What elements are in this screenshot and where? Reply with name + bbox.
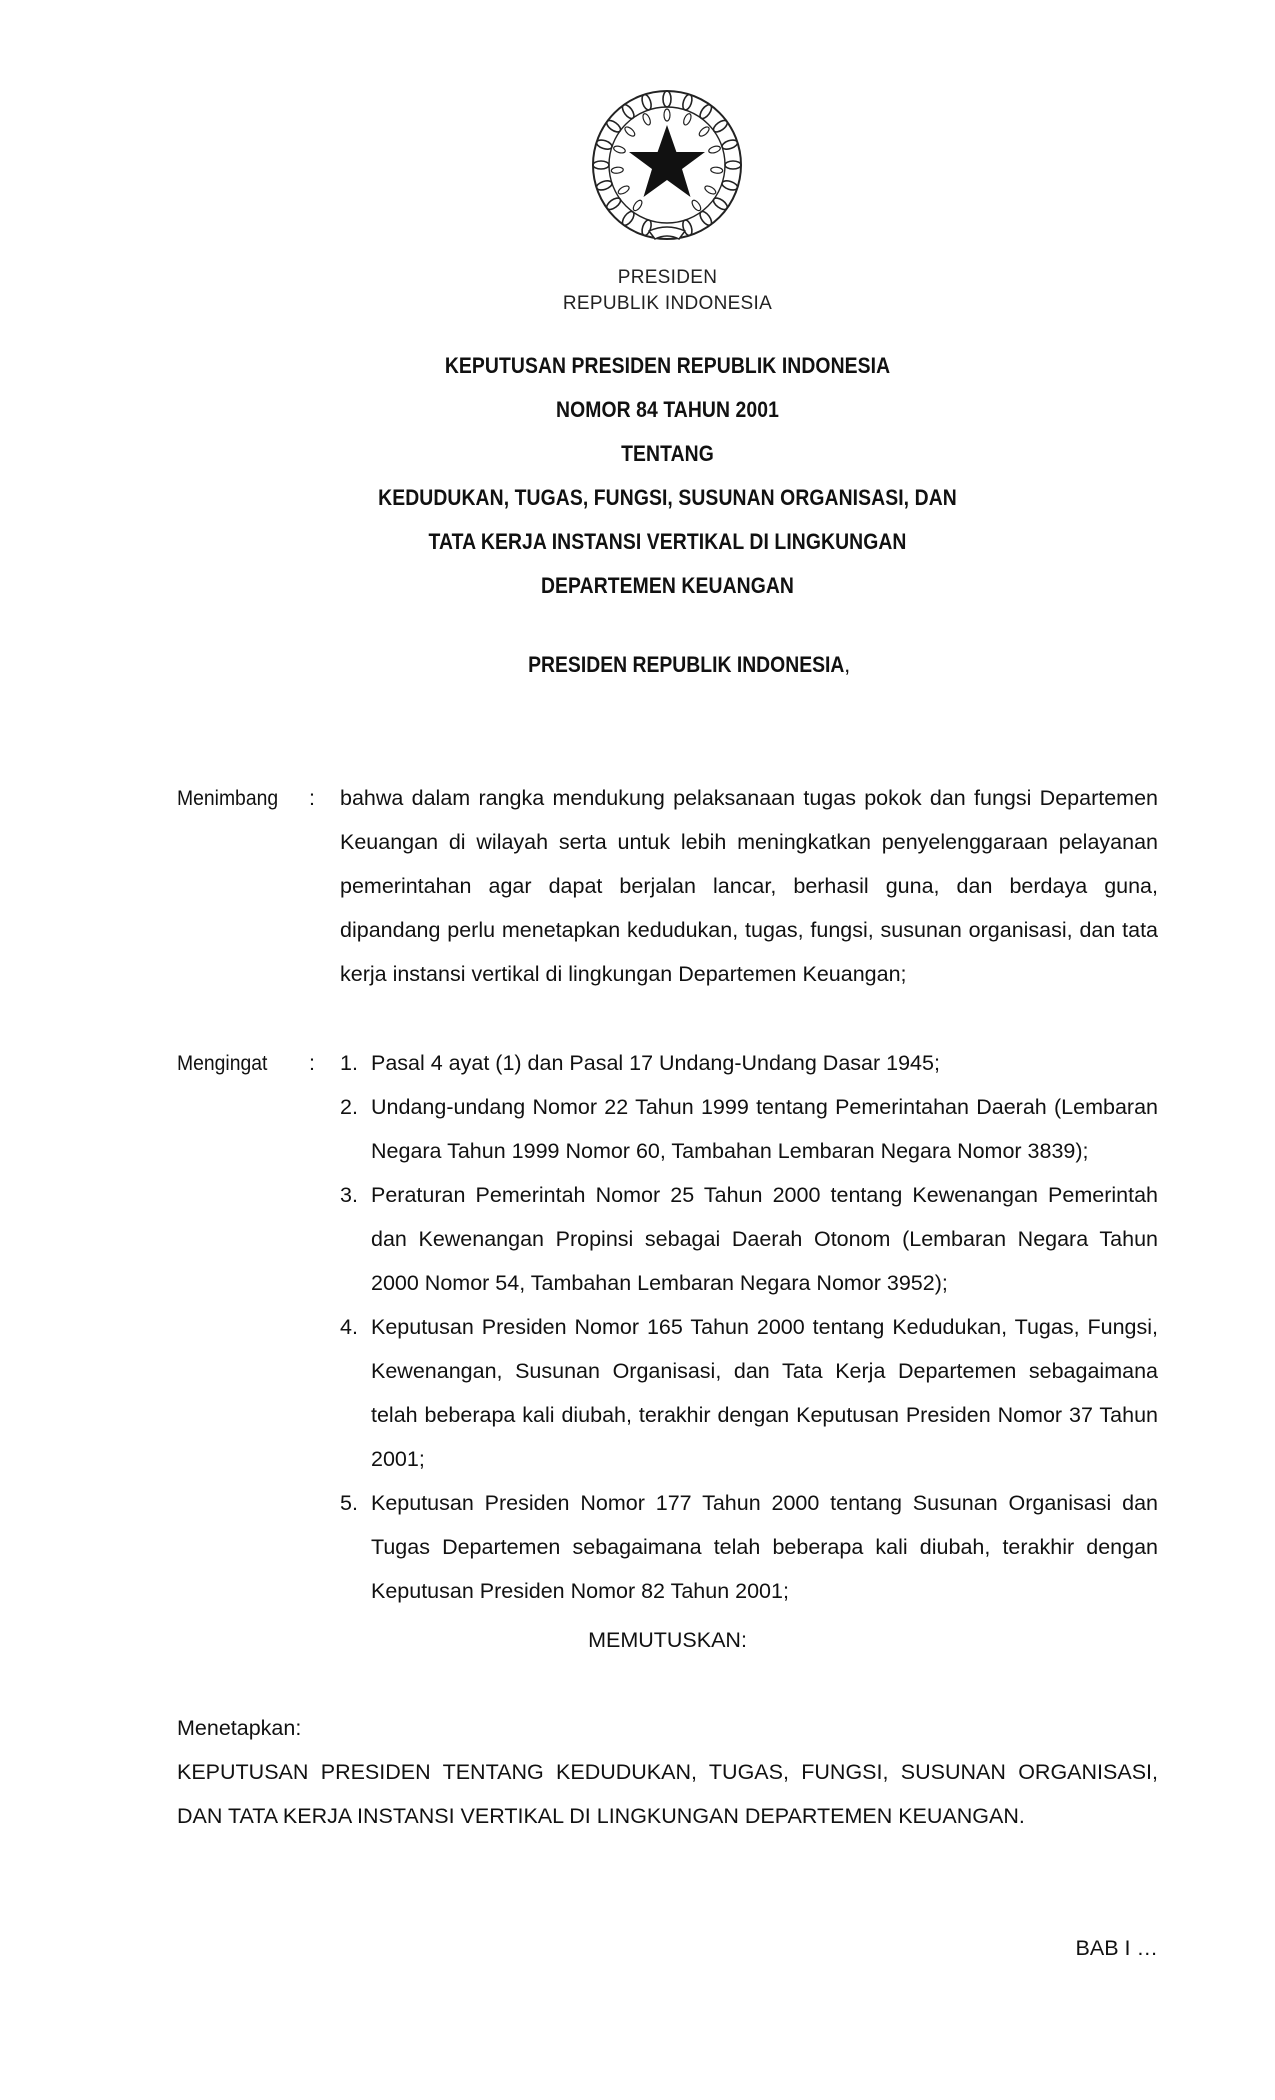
mengingat-list <box>340 1041 1158 1613</box>
menimbang-label: Menimbang <box>177 786 279 810</box>
mengingat-text: Peraturan Pemerintah Nomor 25 Tahun 2000 tentang Kewenangan Pemerintah dan Kewenangan Propinsi sebagai Daerah Otonom (Lembaran Negara Tahun 2000 Nomor 54, Tambahan Lembaran Negara Nomor 3952); <box>371 1183 1158 1295</box>
mengingat-text: Undang-undang Nomor 22 Tahun 1999 tentang Pemerintahan Daerah (Lembaran Negara Tahun 1999 Nomor 60, Tambahan Lembaran Negara Nomor 3839); <box>371 1095 1158 1163</box>
memutuskan-heading: MEMUTUSKAN: <box>588 1628 747 1652</box>
mengingat-item <box>340 1173 1158 1305</box>
mengingat-number: 1. <box>340 1051 358 1075</box>
decree-title <box>0 344 1275 608</box>
mengingat-item <box>340 1481 1158 1613</box>
title-line: KEPUTUSAN PRESIDEN REPUBLIK INDONESIA <box>444 353 891 378</box>
president-heading <box>0 650 1275 680</box>
letterhead-president: PRESIDEN <box>617 267 718 288</box>
menetapkan-text: KEPUTUSAN PRESIDEN TENTANG KEDUDUKAN, TUGAS, FUNGSI, SUSUNAN ORGANISASI, DAN TATA KERJA INSTANSI VERTIKAL DI LINGKUNGAN DEPARTEMEN KEUANGAN. <box>177 1760 1158 1828</box>
president-heading-text: PRESIDEN REPUBLIK INDONESIA <box>527 652 845 677</box>
mengingat-item <box>340 1085 1158 1173</box>
mengingat-number: 5. <box>340 1491 358 1515</box>
mengingat-item <box>340 1041 1158 1085</box>
next-page-reference: BAB I … <box>1075 1936 1158 1960</box>
menetapkan-label: Menetapkan: <box>177 1716 302 1740</box>
title-line: TATA KERJA INSTANSI VERTIKAL DI LINGKUNGAN <box>428 529 907 554</box>
mengingat-text: Pasal 4 ayat (1) dan Pasal 17 Undang-Undang Dasar 1945; <box>371 1051 940 1075</box>
garuda-star-emblem-icon <box>587 85 747 245</box>
mengingat-text: Keputusan Presiden Nomor 165 Tahun 2000 tentang Kedudukan, Tugas, Fungsi, Kewenangan, Susunan Organisasi, dan Tata Kerja Departemen sebagaimana telah beberapa kali diubah, terakhir dengan Keputusan Presiden Nomor 37 Tahun 2001; <box>371 1315 1158 1471</box>
title-line: DEPARTEMEN KEUANGAN <box>540 573 794 598</box>
mengingat-number: 2. <box>340 1095 358 1119</box>
mengingat-number: 4. <box>340 1315 358 1339</box>
title-line: KEDUDUKAN, TUGAS, FUNGSI, SUSUNAN ORGANISASI, DAN <box>378 485 957 510</box>
president-heading-comma: , <box>844 652 851 677</box>
mengingat-colon: : <box>309 1051 315 1075</box>
mengingat-label: Mengingat <box>177 1051 268 1075</box>
menimbang-colon: : <box>309 786 315 810</box>
menimbang-text: bahwa dalam rangka mendukung pelaksanaan tugas pokok dan fungsi Departemen Keuangan di wilayah serta untuk lebih meningkatkan penyelenggaraan pelayanan pemerintahan agar dapat berjalan lancar, berhasil guna, dan berdaya guna, dipandang perlu menetapkan kedudukan, tugas, fungsi, susunan organisasi, dan tata kerja instansi vertikal di lingkungan Departemen Keuangan; <box>340 786 1158 986</box>
title-line: NOMOR 84 TAHUN 2001 <box>556 397 779 422</box>
title-line: TENTANG <box>621 441 714 466</box>
letterhead-republic: REPUBLIK INDONESIA <box>562 293 773 314</box>
mengingat-item <box>340 1305 1158 1481</box>
mengingat-text: Keputusan Presiden Nomor 177 Tahun 2000 tentang Susunan Organisasi dan Tugas Departemen sebagaimana telah beberapa kali diubah, terakhir dengan Keputusan Presiden Nomor 82 Tahun 2001; <box>371 1491 1158 1603</box>
mengingat-number: 3. <box>340 1183 358 1207</box>
